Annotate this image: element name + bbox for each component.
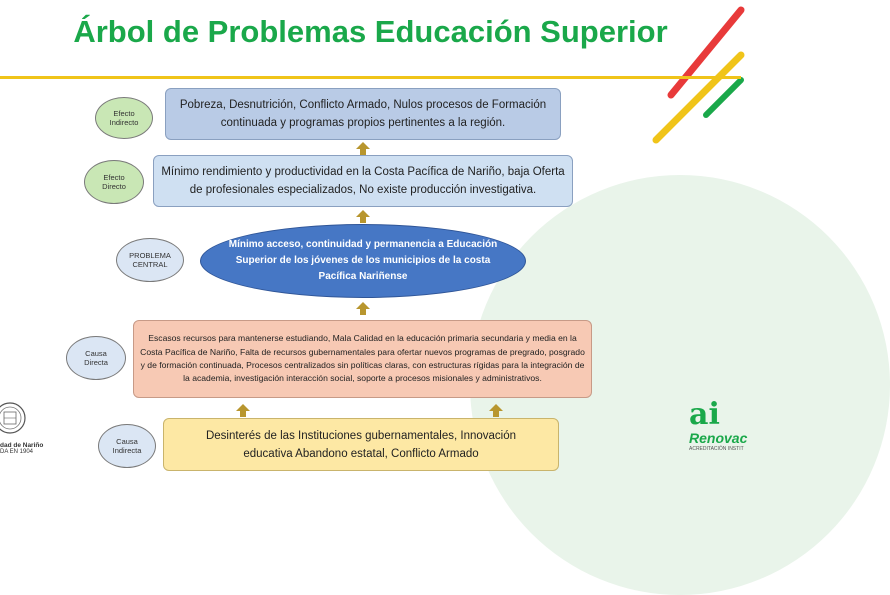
- renovacion-logo-word: Renovac: [689, 430, 748, 446]
- label-causa-indirecta-text: Causa Indirecta: [112, 437, 142, 455]
- university-name-line2: DA EN 1904: [0, 449, 34, 455]
- label-efecto-directo: [84, 160, 144, 204]
- university-seal-icon: [0, 398, 30, 442]
- box-efecto-directo-text: Mínimo rendimiento y productividad en la Costa Pacífica de Nariño, baja Oferta de profesionales especializados, No existe producción investigativa.: [161, 166, 565, 196]
- label-efecto-directo-text: Efecto Directo: [102, 173, 126, 191]
- label-causa-indirecta: [98, 424, 156, 468]
- box-problema-central-text: Mínimo acceso, continuidad y permanencia a Educación Superior de los jóvenes de los municipios de la costa Pacífica Nariñense: [228, 239, 498, 282]
- box-problema-central: [200, 224, 526, 298]
- page-title: Árbol de Problemas Educación Superior: [73, 14, 668, 49]
- box-efecto-directo: [153, 155, 573, 207]
- box-efecto-indirecto: [165, 88, 561, 140]
- university-name-line1: dad de Nariño: [0, 442, 44, 449]
- label-efecto-indirecto-text: Efecto Indirecto: [109, 109, 139, 127]
- label-causa-directa: [66, 336, 126, 380]
- label-efecto-indirecto: [95, 97, 153, 139]
- box-causa-indirecta: [163, 418, 559, 471]
- label-problema-central-text: PROBLEMA CENTRAL: [129, 251, 171, 269]
- university-name: [0, 442, 43, 456]
- box-causa-indirecta-text: Desinterés de las Instituciones gubernamentales, Innovación educativa Abandono estatal, Conflicto Armado: [205, 429, 517, 460]
- box-efecto-indirecto-text: Pobreza, Desnutrición, Conflicto Armado, Nulos procesos de Formación continuada y programas propios pertinentes a la región.: [179, 99, 547, 129]
- renovacion-logo-mark: ai: [689, 397, 720, 432]
- box-causa-directa: [133, 320, 592, 398]
- title-underline: [0, 76, 741, 79]
- label-causa-directa-text: Causa Directa: [84, 349, 108, 367]
- renovacion-logo: [689, 397, 748, 452]
- label-problema-central: [116, 238, 184, 282]
- box-causa-directa-text: Escasos recursos para mantenerse estudiando, Mala Calidad en la educación primaria secundaria y media en la Costa Pacífica de Nariño, Falta de recursos gubernamentales para ofertar nuevos programas de pregrado, posgrado y de formación continuada, Procesos centralizados sin políticas claras, con estructuras rígidas para la integración de la academia, investigación interacción social, soporte a procesos misionales y administrativos.: [140, 333, 585, 384]
- renovacion-logo-sub: ACREDITACIÓN INSTIT: [689, 446, 744, 452]
